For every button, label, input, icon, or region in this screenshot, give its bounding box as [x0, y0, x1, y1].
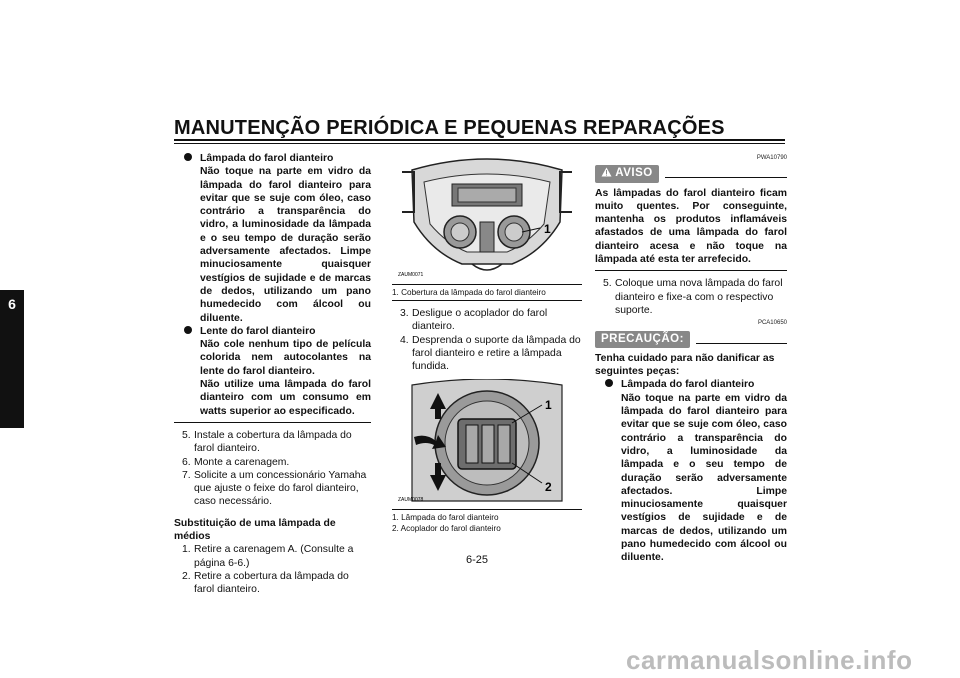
step-text: Retire a carenagem A. (Consulte a página 6-6.) [194, 544, 354, 569]
step-item [174, 543, 371, 570]
bullet-headlight-lens [174, 325, 371, 418]
step-text: Monte a carenagem. [194, 456, 290, 468]
chapter-tab [0, 290, 24, 428]
bullet-dot-icon [184, 326, 192, 334]
step-item [595, 277, 787, 317]
callout-number: 2 [545, 480, 552, 495]
step-number: 5. [603, 278, 612, 290]
warning-text: As lâmpadas do farol dianteiro ficam muito quentes. Por conseguinte, mantenha os produtos inflamáveis afastados de uma lâmpada do farol dianteiro acesa e não toque na lâmpada até esta ter arrefecido. [595, 187, 787, 266]
title-rule [174, 139, 785, 141]
warning-code: PWA10790 [756, 155, 787, 161]
step-number: 6. [182, 456, 191, 468]
bullet-text: Não utilize uma lâmpada do farol dianteiro com um consumo em watts superior ao especificado. [200, 379, 371, 417]
step-text: Desligue o acoplador do farol dianteiro. [412, 308, 548, 333]
figure-caption: 1. Cobertura da lâmpada do farol dianteiro [392, 288, 546, 297]
figure-caption: 1. Lâmpada do farol dianteiro [392, 513, 499, 523]
bullet-dot-icon [184, 153, 192, 161]
bullet-dot-icon [605, 379, 613, 387]
bullet-title: Lâmpada do farol dianteiro [621, 379, 755, 391]
section-heading: Substituição de uma lâmpada de médios [174, 517, 336, 543]
step-number: 4. [400, 334, 409, 346]
step-item [174, 570, 371, 597]
page-title: MANUTENÇÃO PERIÓDICA E PEQUENAS REPARAÇÕES [174, 117, 725, 139]
chapter-number: 6 [8, 296, 16, 312]
step-number: 3. [400, 308, 409, 319]
headlight-cover-illustration [392, 152, 582, 282]
callout-number: 1 [545, 398, 552, 413]
caution-header [595, 331, 787, 348]
step-item [392, 307, 582, 334]
bullet-headlight-bulb [174, 152, 371, 325]
column-middle [392, 152, 582, 534]
step-text: Desprenda o suporte da lâmpada do farol dianteiro e retire a lâmpada fundida. [412, 334, 581, 373]
figure-headlight-cover [392, 152, 582, 282]
step-item [392, 334, 582, 374]
caution-badge: PRECAUÇÃO: [595, 331, 690, 348]
callout-number: 1 [544, 222, 551, 236]
step-text: Retire a cobertura da lâmpada do farol dianteiro. [194, 570, 349, 596]
caption-rule [392, 300, 582, 301]
title-rule-thin [174, 143, 785, 144]
warning-header [595, 165, 787, 182]
page-number: 6-25 [466, 554, 489, 566]
step-item [174, 469, 371, 509]
caption-rule [392, 509, 582, 510]
step-number: 5. [182, 429, 191, 441]
bulb-coupler-illustration [392, 379, 582, 507]
figure-bulb-coupler [392, 379, 582, 507]
bullet-headlight-bulb [595, 378, 787, 564]
caution-code: PCA10650 [757, 320, 787, 327]
column-right [595, 152, 787, 565]
warning-badge [595, 165, 659, 182]
bullet-text: Não cole nenhum tipo de película colorida nem autocolantes na lente do farol dianteiro. [200, 339, 371, 377]
bullet-text: Não toque na parte em vidro da lâmpada do farol dianteiro para evitar que se suje com óleo, caso contrário a transparência do vidro, a luminosidade da lâmpada e o seu tempo de duração serão adversamente afectados. Limpe minuciosamente quaisquer vestígios de sujidade e de marcas de dedos, utilizando um pano humedecido com álcool ou diluente. [200, 166, 371, 324]
step-number: 7. [182, 469, 191, 481]
caption-rule [392, 284, 582, 285]
step-text: Solicite a um concessionário Yamaha que ajuste o feixe do farol dianteiro, caso necessário. [194, 469, 367, 508]
divider [174, 422, 371, 423]
step-item [174, 429, 371, 456]
bullet-title: Lâmpada do farol dianteiro [200, 153, 334, 164]
figure-code: ZAUM0071 [398, 272, 424, 278]
divider [595, 270, 787, 271]
caution-intro: Tenha cuidado para não danificar as seguintes peças: [595, 352, 775, 378]
watermark-text: carmanualsonline.info [626, 645, 913, 675]
step-number: 1. [182, 544, 191, 556]
step-text: Instale a cobertura da lâmpada do farol dianteiro. [194, 429, 352, 455]
figure-code: ZAUM0078 [398, 497, 424, 504]
warning-triangle-icon [601, 167, 612, 177]
step-number: 2. [182, 570, 191, 582]
figure-caption: 2. Acoplador do farol dianteiro [392, 524, 501, 534]
bullet-text: Não toque na parte em vidro da lâmpada do farol dianteiro para evitar que se suje com óleo, caso contrário a transparência do vidro, a luminosidade da lâmpada e o seu tempo de duração serão adversamente afectados. Limpe minuciosamente quaisquer vestígios de sujidade e de marcas de dedos, utilizando um pano humedecido com álcool ou diluente. [621, 392, 787, 564]
column-left [174, 152, 371, 597]
bullet-title: Lente do farol dianteiro [200, 325, 316, 337]
warning-label: AVISO [615, 167, 653, 180]
step-text: Coloque uma nova lâmpada do farol dianteiro e fixe-a com o respectivo suporte. [615, 278, 783, 316]
step-item [174, 456, 371, 469]
